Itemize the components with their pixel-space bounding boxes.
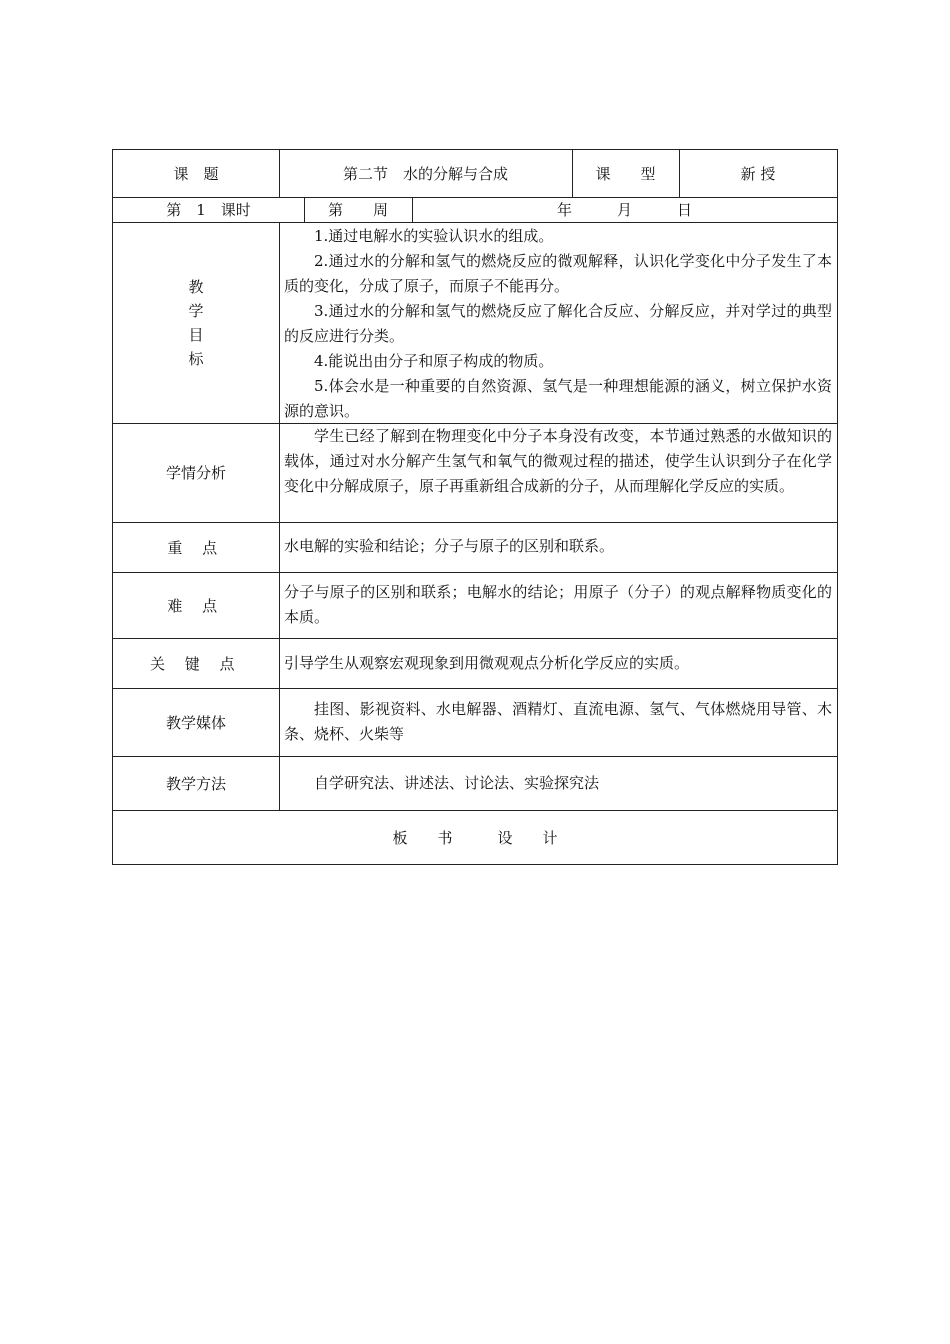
- objective-item: 4.能说出由分子和原子构成的物质。: [314, 352, 554, 370]
- objectives-content: [284, 224, 832, 424]
- difficulty-text: 分子与原子的区别和联系；电解水的结论；用原子（分子）的观点解释物质变化的本质。: [284, 583, 832, 626]
- type-value: 新 授: [740, 165, 776, 183]
- method-label: 教学方法: [165, 774, 226, 793]
- board-design-title: 板 书 设 计: [392, 828, 558, 847]
- method-text: 自学研究法、讲述法、讨论法、实验探究法: [314, 774, 600, 792]
- objectives-label-char: 标: [188, 349, 204, 368]
- type-label: 课 型: [595, 165, 656, 183]
- objectives-label-char: 目: [188, 325, 204, 344]
- col-divider: [279, 222, 280, 810]
- critical-content: [284, 651, 832, 676]
- lesson-number: 第 1 课时: [166, 201, 251, 219]
- objective-item: 5.体会水是一种重要的自然资源、氢气是一种理想能源的涵义，树立保护水资源的意识。: [284, 377, 832, 420]
- difficulty-content: [284, 580, 832, 630]
- topic-value: 第二节 水的分解与合成: [342, 165, 508, 183]
- objectives-label-char: 教: [188, 277, 204, 296]
- media-content: [284, 697, 832, 747]
- analysis-content: [284, 424, 832, 499]
- media-text: 挂图、影视资料、水电解器、酒精灯、直流电源、氢气、气体燃烧用导管、木条、烧杯、火柴等: [284, 700, 832, 743]
- lesson-plan-table: [112, 149, 838, 865]
- key-point-text: 水电解的实验和结论；分子与原子的区别和联系。: [284, 537, 615, 555]
- method-content: [284, 771, 832, 796]
- objective-item: 1.通过电解水的实验认识水的组成。: [314, 227, 554, 245]
- lesson-date: 年 月 日: [556, 201, 692, 219]
- analysis-text: 学生已经了解到在物理变化中分子本身没有改变，本节通过熟悉的水做知识的载体，通过对水分解产生氢气和氧气的微观过程的描述，使学生认识到分子在化学变化中分解成原子，原子再重新组合成新的分子，从而理解化学反应的实质。: [284, 427, 832, 495]
- key-point-content: [284, 534, 832, 559]
- key-point-label: 重 点: [167, 538, 225, 557]
- media-label: 教学媒体: [165, 713, 226, 732]
- difficulty-label: 难 点: [167, 596, 225, 615]
- analysis-label: 学情分析: [165, 464, 226, 482]
- topic-label: 课 题: [173, 165, 219, 183]
- objectives-label: [113, 222, 279, 423]
- week-number: 第 周: [327, 201, 388, 219]
- objective-item: 3.通过水的分解和氢气的燃烧反应了解化合反应、分解反应，并对学过的典型的反应进行分类。: [284, 302, 832, 345]
- critical-text: 引导学生从观察宏观现象到用微观观点分析化学反应的实质。: [284, 654, 690, 672]
- objectives-label-char: 学: [188, 301, 204, 320]
- objective-item: 2.通过水的分解和氢气的燃烧反应的微观解释，认识化学变化中分子发生了本质的变化，分成了原子，而原子不能再分。: [284, 252, 832, 295]
- critical-label: 关 键 点: [149, 654, 243, 673]
